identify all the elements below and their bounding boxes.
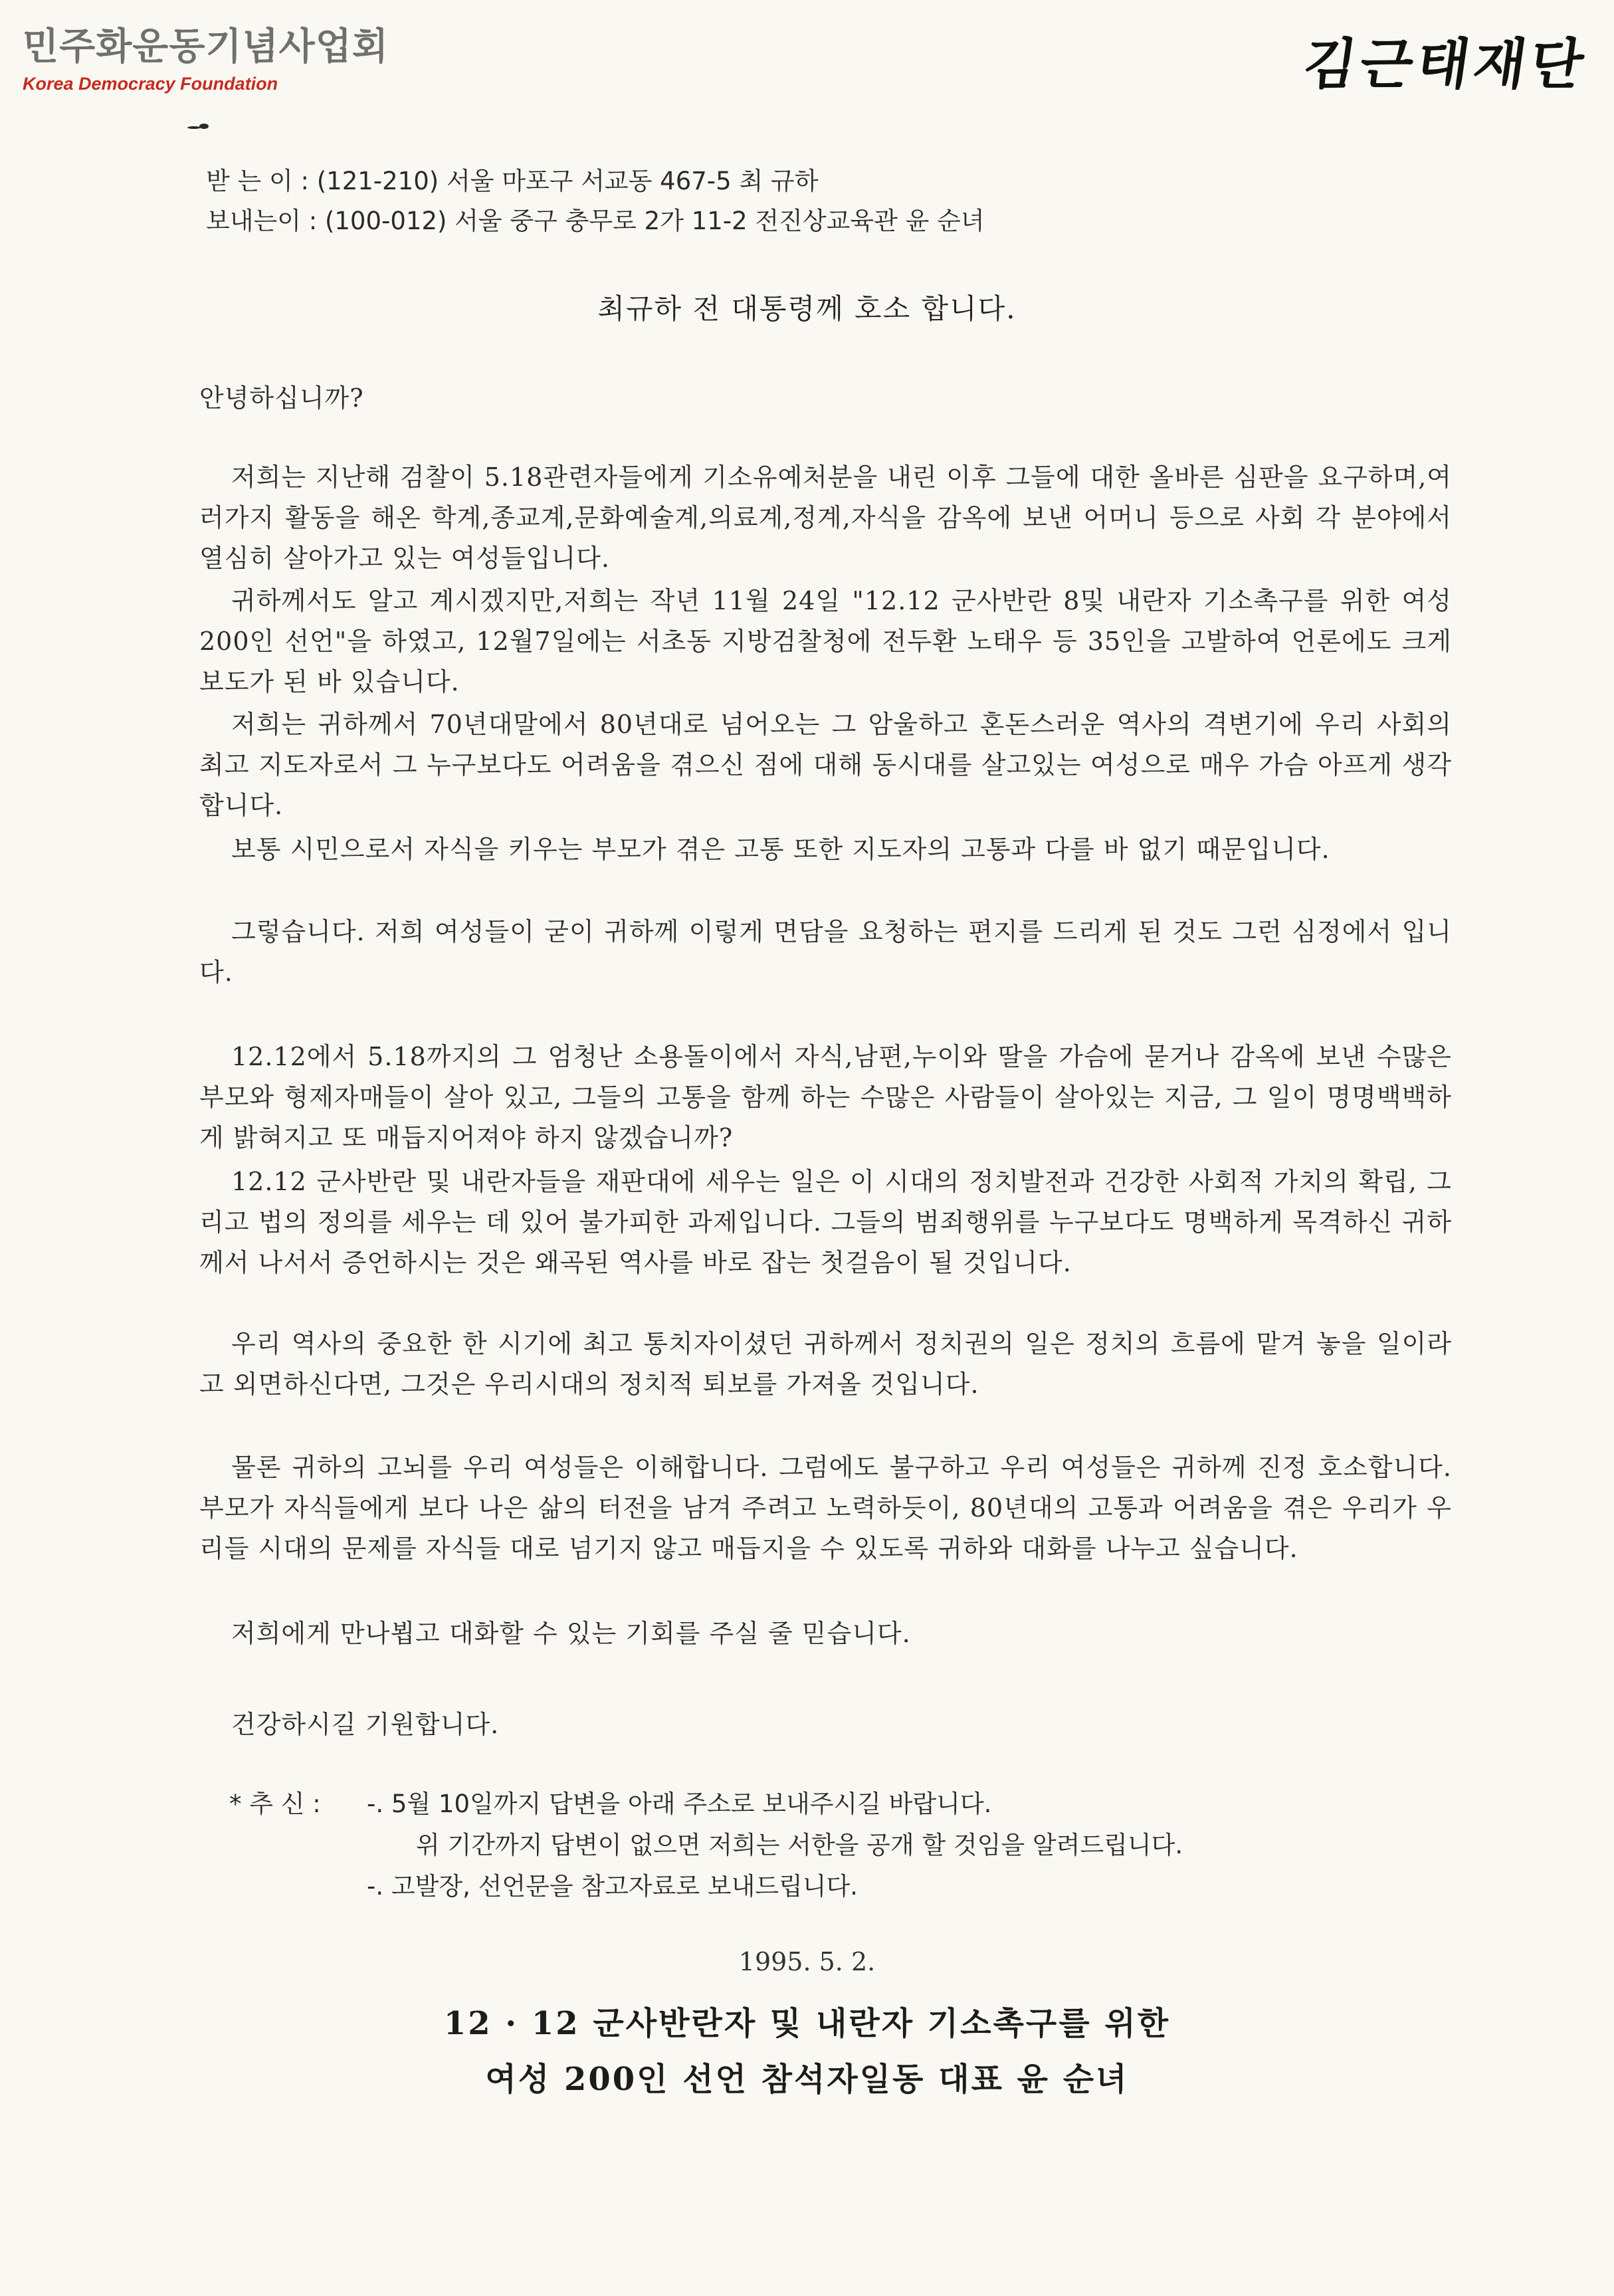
ink-speck <box>187 126 201 129</box>
paragraph: 저희는 귀하께서 70년대말에서 80년대로 넘어오는 그 암울하고 혼돈스러운 역사의 격변기에 우리 사회의 최고 지도자로서 그 누구보다도 어려움을 겪으신 점에 대해 동시대를 살고있는 여성으로 매우 가슴 아프게 생각합니다. <box>199 710 1452 820</box>
letter-title: 최규하 전 대통령께 호소 합니다. <box>597 292 1017 325</box>
postscript-item: -. 고발장, 선언문을 참고자료로 보내드립니다. <box>367 1872 858 1901</box>
paragraph: 12.12에서 5.18까지의 그 엄청난 소용돌이에서 자식,남편,누이와 딸을 가슴에 묻거나 감옥에 보낸 수많은 부모와 형제자매들이 살아 있고, 그들의 고통을 함께 하는 수많은 사람들이 살아있는 지금, 그 일이 명명백백하게 밝혀지고 또 매듭지어져야 하지 않겠습니까? <box>199 1042 1453 1152</box>
sender-line: 보내는이 : (100-012) 서울 중구 충무로 2가 11-2 전진상교육관 윤 순녀 <box>206 207 985 235</box>
closing-line: 건강하시길 기원합니다. <box>231 1710 500 1739</box>
paragraph: 우리 역사의 중요한 한 시기에 최고 통치자이셨던 귀하께서 정치권의 일은 정치의 흐름에 맡겨 놓을 일이라고 외면하신다면, 그것은 우리시대의 정치적 퇴보를 가져올 것입니다. <box>199 1329 1452 1399</box>
foundation-logo <box>23 24 389 96</box>
paragraph: 12.12 군사반란 및 내란자들을 재판대에 세우는 일은 이 시대의 정치발전과 건강한 사회적 가치의 확립, 그리고 법의 정의를 세우는 데 있어 불가피한 과제입니다. 그들의 범죄행위를 누구보다도 명백하게 목격하신 귀하께서 나서서 증언하시는 것은 왜곡된 역사를 바로 잡는 첫걸음이 될 것입니다. <box>199 1167 1452 1277</box>
postscript-item: -. 5월 10일까지 답변을 아래 주소로 보내주시길 바랍니다. <box>367 1790 992 1818</box>
postscript-item: 위 기간까지 답변이 없으면 저희는 서한을 공개 할 것임을 알려드립니다. <box>416 1831 1183 1859</box>
ink-speck <box>199 124 209 129</box>
foundation-stamp: 김근태재단 <box>1299 33 1591 96</box>
greeting: 안녕하십니까? <box>199 383 364 413</box>
paragraph: 물론 귀하의 고뇌를 우리 여성들은 이해합니다. 그럼에도 불구하고 우리 여성들은 귀하께 진정 호소합니다. 부모가 자식들에게 보다 나은 삶의 터전을 남겨 주려고 노력하듯이, 80년대의 고통과 어려움을 겪은 우리가 우리들 시대의 문제를 자식들 대로 넘기지 않고 매듭지을 수 있도록 귀하와 대화를 나누고 싶습니다. <box>199 1453 1452 1563</box>
postscript-label: * 추 신 : <box>229 1790 321 1818</box>
paragraph: 저희는 지난해 검찰이 5.18관련자들에게 기소유예처분을 내린 이후 그들에 대한 올바른 심판을 요구하며,여러가지 활동을 해온 학계,종교계,문화예술계,의료계,정계,자식을 감옥에 보낸 어머니 등으로 사회 각 분야에서 열심히 살아가고 있는 여성들입니다. <box>199 463 1452 573</box>
logo-korean-text: 민주화운동기념사업회 <box>23 25 389 68</box>
paragraph: 그렇습니다. 저희 여성들이 굳이 귀하께 이렇게 면담을 요청하는 편지를 드리게 된 것도 그런 심정에서 입니다. <box>199 917 1452 987</box>
paragraph: 저희에게 만나뵙고 대화할 수 있는 기회를 주실 줄 믿습니다. <box>231 1619 911 1648</box>
signature-line-2: 여성 200인 선언 참석자일동 대표 윤 순녀 <box>485 2061 1129 2098</box>
paragraph: 보통 시민으로서 자식을 키우는 부모가 겪은 고통 또한 지도자의 고통과 다를 바 없기 때문입니다. <box>231 835 1330 864</box>
letter-date: 1995. 5. 2. <box>738 1947 876 1976</box>
recipient-line: 받 는 이 : (121-210) 서울 마포구 서교동 467-5 최 규하 <box>206 167 819 195</box>
signature-line-1: 12 · 12 군사반란자 및 내란자 기소촉구를 위한 <box>443 2005 1171 2042</box>
paragraph: 귀하께서도 알고 계시겠지만,저희는 작년 11월 24일 "12.12 군사반란 8및 내란자 기소촉구를 위한 여성 200인 선언"을 하였고, 12월7일에는 서초동 지방검찰청에 전두환 노태우 등 35인을 고발하여 언론에도 크게 보도가 된 바 있습니다. <box>199 586 1452 696</box>
logo-english-text: Korea Democracy Foundation <box>23 74 278 94</box>
